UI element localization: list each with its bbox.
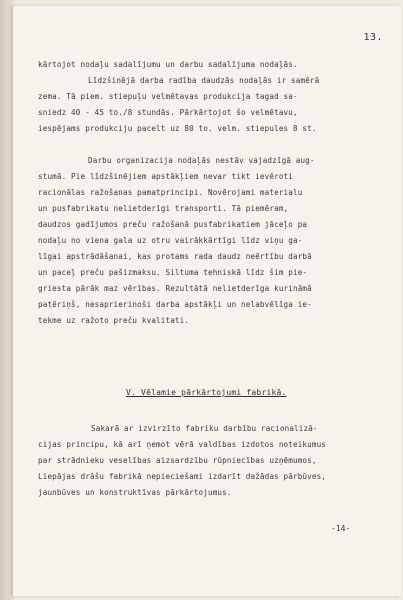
text-line: racionālas ražošanas pamatprincipi. Novērojami materialu [38,188,303,197]
text-line: par strādnieku veselības aizsardzību rūpniecības uzņēmumos, [38,456,317,465]
text-line: līgai apstrādāšanai, kas protams rada daudz neērtību darbā [38,252,312,261]
text-line: Sakarā ar izvirzīto fabriku darbību racionalizā- [91,424,318,433]
text-line: iespējams produkciju pacelt uz 80 to. velm. stiepules 8 st. [38,124,317,133]
text-line: tekme uz ražoto preču kvalitati. [38,316,190,325]
section-heading: V. Vēlamie pārkārtojumi fabrikā. [126,388,287,397]
text-line: stumā. Pie līdzšinējiem apstākļiem nevar tikt ievēroti [38,172,293,181]
text-line: Līdzšinējā darba radība daudzās nodaļās ir samērā [88,76,320,85]
text-line: daudzos gadījumos preču ražošanā pusfabrikatiem jāceļo pa [38,220,308,229]
text-line: cijas principu, kā arī ņemot vērā valdības izdotos noteikumus [38,440,327,449]
text-line: kārtojot nodaļu sadalījumu un darbu sadalījuma nodaļās. [38,60,298,69]
text-line: Darbu organizacija nodaļās nestāv vajadzīgā aug- [88,156,315,165]
text-line: un pusfabrikatu nelietderīgi transporti. Tā piemēram, [38,204,289,213]
text-line: zema. Tā piem. stiepuļu velmētavas produkcija tagad sa- [38,92,298,101]
text-line: jaunbūves un konstruktīvas pārkārtojumus. [38,488,232,497]
text-line: Liepājas drāšu fabrikā nepieciešami izdarīt dažādas pārbūves, [38,472,327,481]
text-line: un paceļ preču pašizmaksu. Siltuma tehniskā līdz šim pie- [38,268,308,277]
book-binding-edge [0,0,14,600]
text-line: griesta pārāk maz vērības. Rezultātā nelietderīga kurināmā [38,284,312,293]
text-line: patēriņš, nesaprierinoši darba apstākļi un nelabvēlīga ie- [38,300,312,309]
text-line: nodaļu no viena gala uz otru vairākkārtīgi līdz viņu ga- [38,236,303,245]
document-page [13,6,401,596]
page-number: 13. [363,32,383,43]
text-line: sniedz 40 - 45 to./8 stundās. Pārkārtojot šo velmētavu, [38,108,298,117]
footer-page-number: -14- [331,524,351,533]
